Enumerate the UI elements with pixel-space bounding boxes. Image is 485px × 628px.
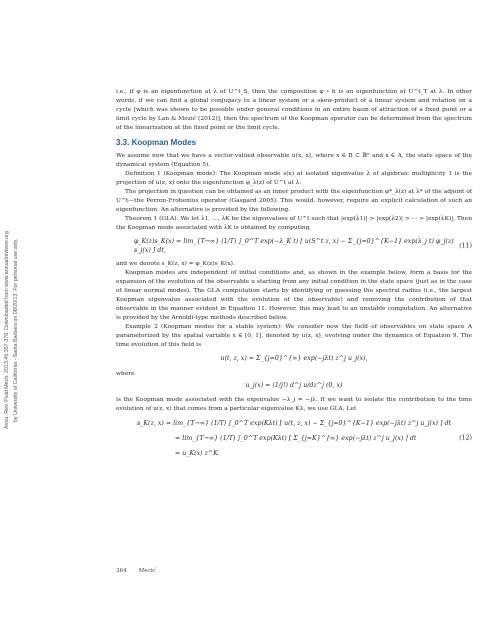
definition-1: Definition 1 (Koopman mode): The Koopman mode s(x) at isolated eigenvalue λ of algebraic multiplicity 1 is the projection of u(z, x) onto the eigenfunction φ_λ(z) of U^t at λ. [116,171,472,187]
text-column [116,88,472,465]
equation-11-body: φ_K(z)s_K(x) = lim_{T→∞} (1/T) ∫_0^T exp(−λ_K t) [ u(S^t z, x) − Σ_{j=0}^{K−1} exp(λ_j t) φ_j(z) s_j(x) ] dt, [134,237,454,254]
page-footer [116,568,155,574]
equation-12-lines [137,420,451,459]
paragraph: is the Koopman mode associated with the eigenvalue −λ_j = −jλ. If we want to isolate the contribution to the time evolution of u(z, x) that comes from a particular eigenvalue Kλ, we use GLA. Let [116,397,472,413]
intro-paragraph: i.e., if φ is an eigenfunction at λ of U^t_S, then the composition φ ∘ h is an eigenfunction of U^t_T at λ. In other words, if we can find a global conjugacy to a linear system or a skew-product of a linear system and rotation on a cycle [which was shown to be possible under general conditions in an entire basin of attraction of a fixed point or a limit cycle by Lan & Mezić (2012)], then the spectrum of the Koopman operator can be determined from the spectrum of the linearization at the fixed point or the limit cycle. [116,89,472,131]
equation-uj [116,382,472,391]
theorem-1: Theorem 1 (GLA): We let λ1, ..., λK be the eigenvalues of U^t such that |exp(λ1)| > |exp(λ2)| > ··· > |exp(λK)|. Then the Koopman mode associated with λK is obtained by computing [116,215,472,231]
equation-11 [116,238,472,256]
equation-u [116,355,472,364]
equation-u-body: u(t, z, x) = Σ_{j=0}^{∞} exp(−jλt) z^j u_j(x), [220,355,368,363]
equation-12-line-3: = u_K(x) z^K. [174,449,220,457]
paragraph: and we denote s_K(z, x) = φ_K(z)s_K(x). [116,261,235,268]
download-watermark [3,150,25,510]
equation-12-line-2: = lim_{T→∞} (1/T) ∫_0^T exp(Kλt) [ Σ_{j=K}^{∞} exp(−jλt) z^j u_j(x) ] dt [174,434,417,442]
equation-12-line-1: s_K(z, x) = lim_{T→∞} (1/T) ∫_0^T exp(Kλt) [ u(t, z, x) − Σ_{j=0}^{K−1} exp(−jλt) z^j u_j(x) ] dt [136,420,452,427]
equation-12 [116,420,472,459]
where-label: where [116,371,135,378]
running-author: Mezić [138,568,156,574]
paragraph: Koopman modes are independent of initial conditions and, as shown in the example below, form a basis for the expansion of the evolution of the observable u starting from any initial condition in the state space (just as in the case of linear normal modes). The GLA computation starts by identifying or guessing the spectral radius (i.e., the largest Koopman eigenvalue associated with the evolution of the observable) and removing the contribution of that observable in the manner evident in Equation 11. However, this may lead to an unstable computation. An alternative is provided by the Arnoldi-type methods described below. [116,270,472,321]
watermark-line-1: Annu. Rev. Fluid Mech. 2013.45:357-378. Downloaded from www.annualreviews.org [4,231,10,429]
paragraph: We assume now that we have a vector-valued observable u(x, x), where x ∈ B ⊂ ℝⁿ and x ∈ A, the state space of the dynamical system (Equation 5). [116,153,472,169]
equation-number: (12) [459,434,472,442]
watermark-line-2: by University of California - Santa Barbara on 08/20/13. For personal use only. [13,238,19,422]
example-2: Example 2 (Koopman modes for a stable system): We consider now the field of observables on state space A parameterized by the spatial variable x ∈ [0, 1], denoted by u(z, x), evolving under the dynamics of Equation 9. The time evolution of this field is [116,323,472,348]
equation-number: (11) [459,242,472,250]
equation-uj-body: u_j(x) = (1/j!) d^j u/dz^j (0, x) [245,382,343,390]
section-heading: 3.3. Koopman Modes [116,137,197,147]
page-number: 364 [116,568,127,574]
paragraph: The projection in question can be obtained as an inner product with the eigenfunction φ*_λ(z) at λ* of the adjoint of U^t—the Perron-Frobenius operator (Gaspard 2005). This would, however, require an explicit calculation of such an eigenfunction. An alternative is provided by the following. [116,189,472,213]
